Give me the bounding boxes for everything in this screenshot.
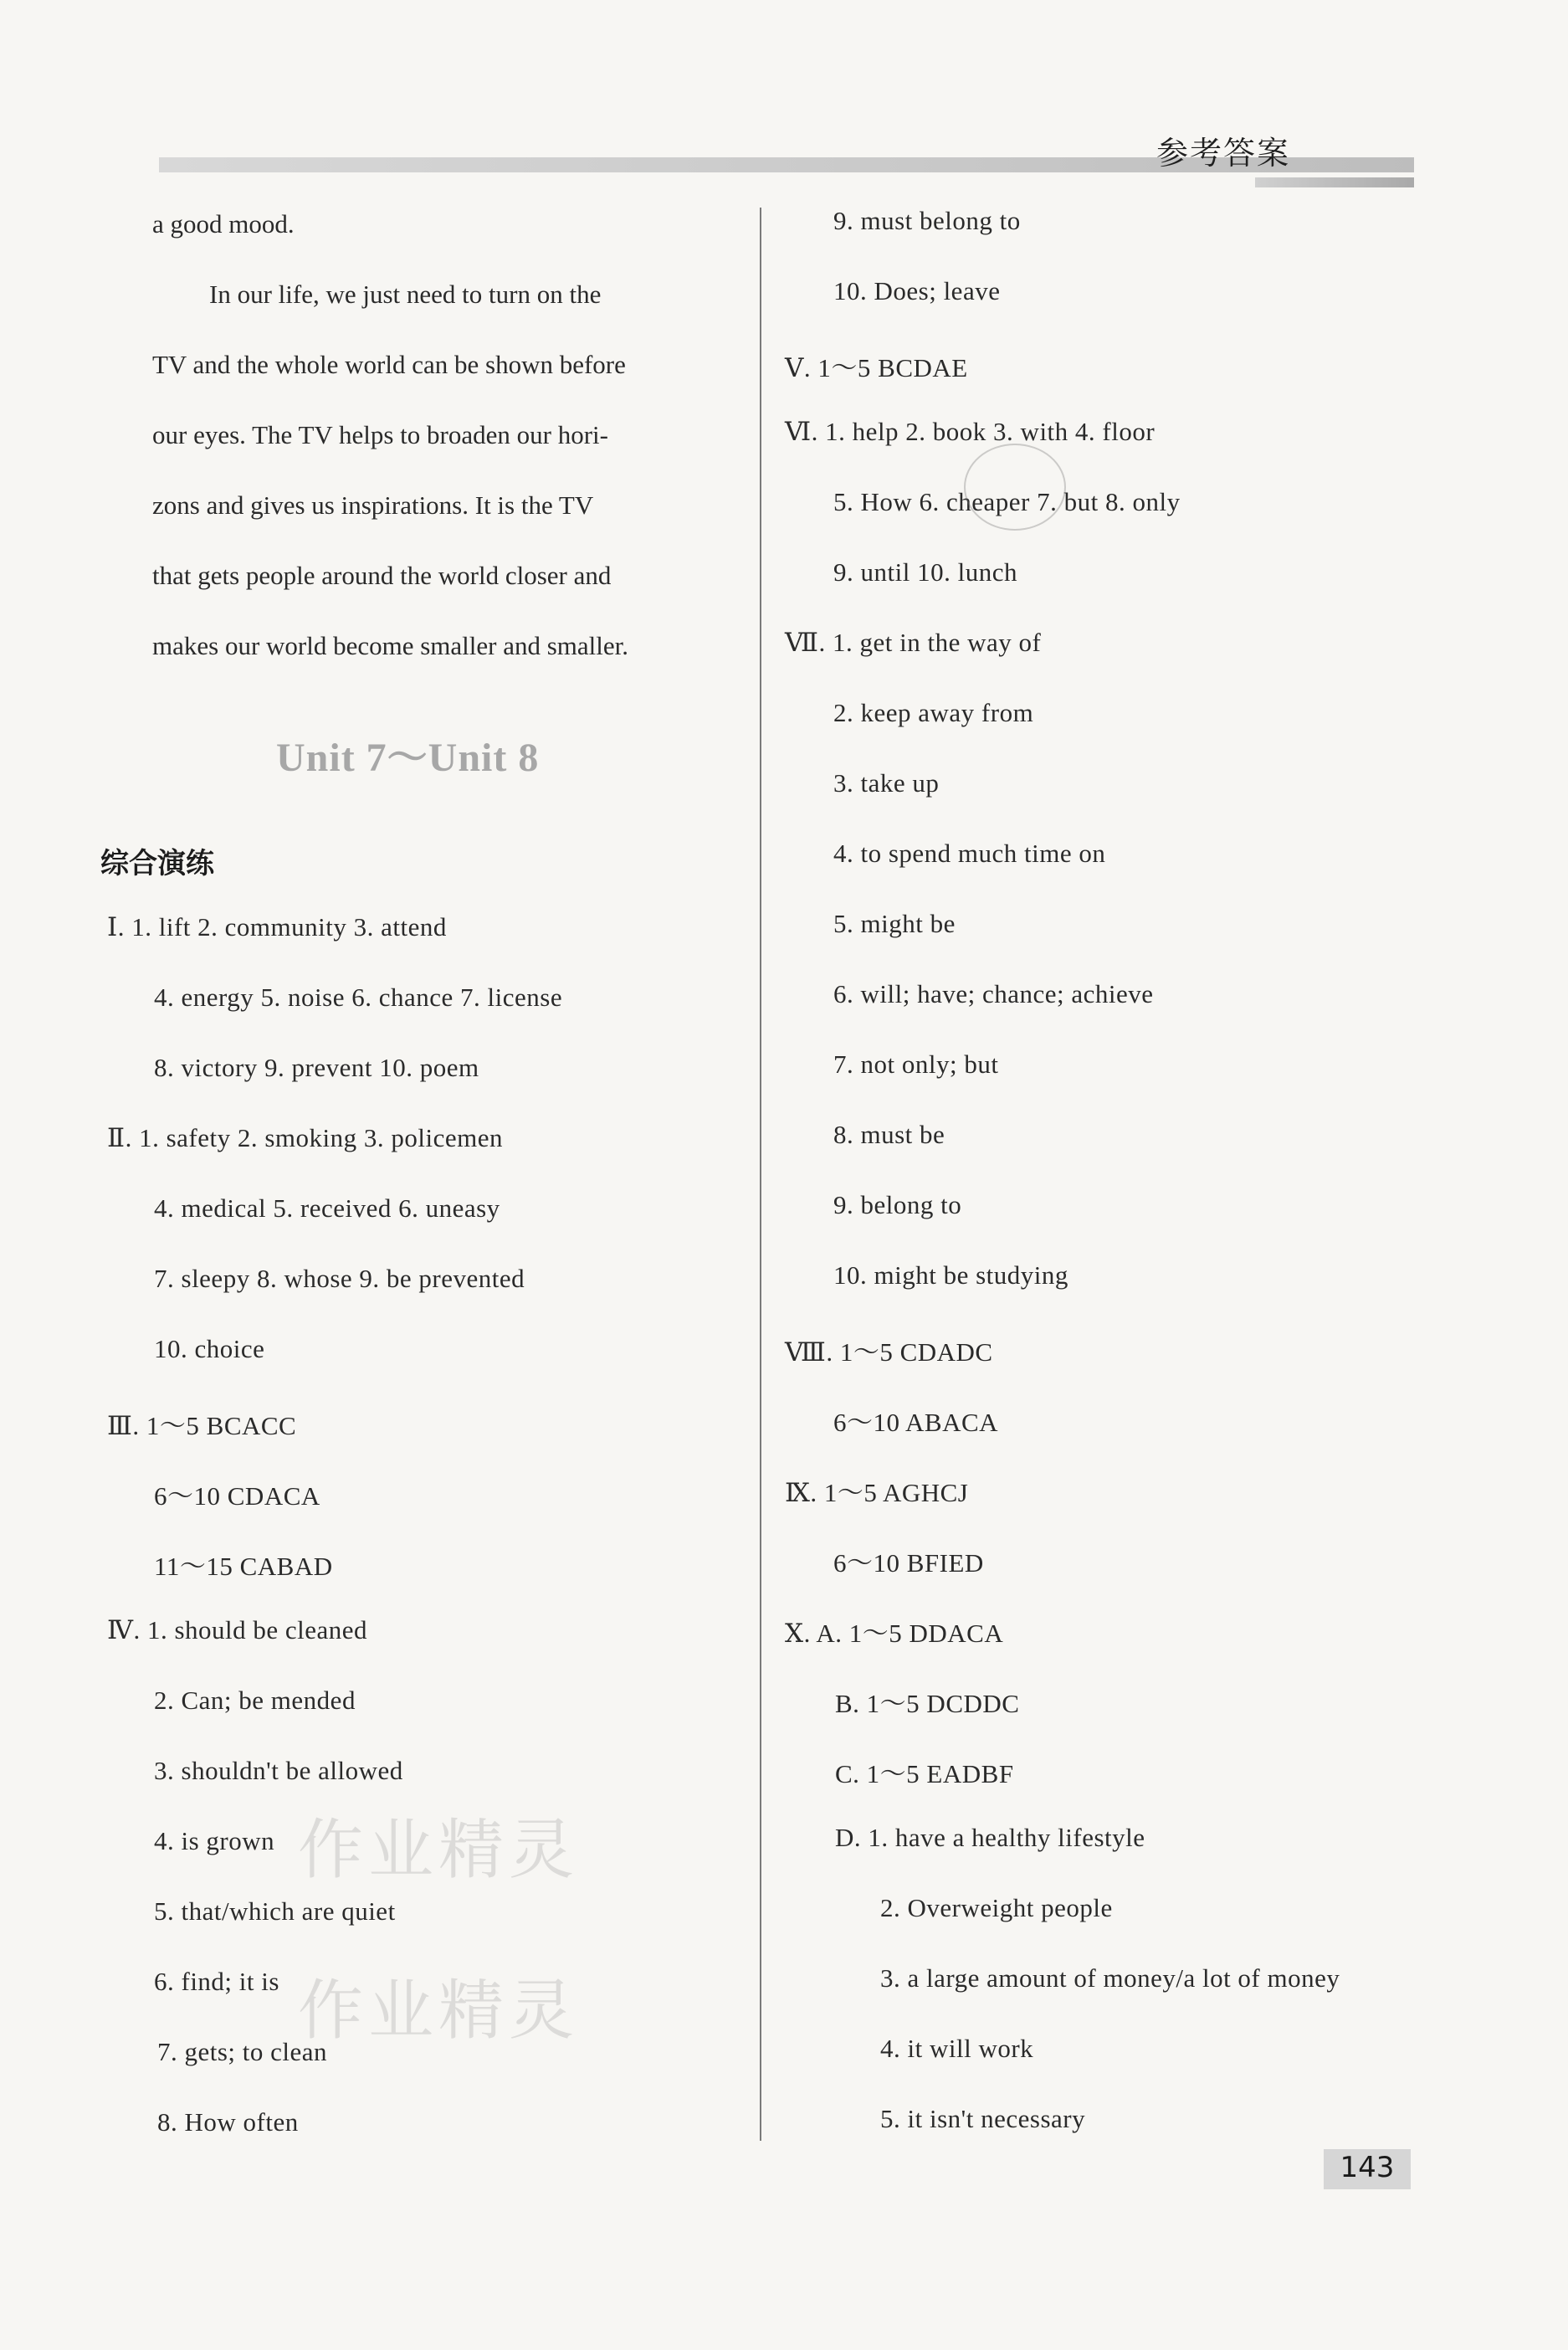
unit-title: Unit 7～Unit 8 <box>276 736 540 780</box>
paragraph-line: that gets people around the world closer and <box>152 561 612 590</box>
answer-line: Ⅶ. 1. get in the way of <box>785 628 1042 657</box>
paragraph-line: zons and gives us inspirations. It is the TV <box>152 490 594 520</box>
answer-line: 7. sleepy 8. whose 9. be prevented <box>154 1264 525 1293</box>
answer-line: B. 1～5 DCDDC <box>835 1689 1020 1718</box>
answer-line: Ⅰ. 1. lift 2. community 3. attend <box>107 912 447 942</box>
answer-line: 5. How 6. cheaper 7. but 8. only <box>833 487 1181 516</box>
answer-line: 6～10 ABACA <box>833 1408 999 1437</box>
essay-paragraph <box>152 189 726 681</box>
answer-line: Ⅲ. 1～5 BCACC <box>107 1411 297 1440</box>
paragraph-line: our eyes. The TV helps to broaden our hori- <box>152 420 608 449</box>
answer-line: 2. Can; be mended <box>154 1686 356 1715</box>
answer-line: 5. that/which are quiet <box>154 1896 396 1926</box>
answer-line: 6. find; it is <box>154 1967 279 1996</box>
page-header-title: 参考答案 <box>1156 135 1291 172</box>
answer-line: Ⅹ. A. 1～5 DDACA <box>785 1619 1004 1648</box>
paragraph-line: a good mood. <box>152 209 295 239</box>
answer-line: Ⅸ. 1～5 AGHCJ <box>785 1478 969 1507</box>
answer-line: 6～10 BFIED <box>833 1548 984 1578</box>
answer-line: 3. take up <box>833 768 940 798</box>
section-title: 综合演练 <box>100 847 214 880</box>
answer-line: 9. until 10. lunch <box>833 557 1017 587</box>
answer-line: 4. to spend much time on <box>833 839 1106 868</box>
answer-line: 4. is grown <box>154 1826 275 1855</box>
answer-line: 10. Does; leave <box>833 276 1001 305</box>
answer-line: 6. will; have; chance; achieve <box>833 979 1154 1008</box>
answer-line: 5. might be <box>833 909 956 938</box>
answer-line: C. 1～5 EADBF <box>835 1759 1014 1788</box>
watermark-stamp <box>964 444 1066 531</box>
answer-line: 5. it isn't necessary <box>880 2104 1086 2133</box>
answer-line: 6～10 CDACA <box>154 1481 320 1511</box>
answer-line: 4. energy 5. noise 6. chance 7. license <box>154 983 563 1012</box>
column-divider <box>760 208 761 2141</box>
answer-line: 3. shouldn't be allowed <box>154 1756 403 1785</box>
watermark: 作业精灵 <box>298 1813 580 1888</box>
paragraph-line: makes our world become smaller and smaller. <box>152 631 629 660</box>
answer-line: 8. must be <box>833 1120 945 1149</box>
answer-line: 10. choice <box>154 1334 265 1363</box>
answer-line: Ⅴ. 1～5 BCDAE <box>785 353 968 382</box>
answer-line: 4. medical 5. received 6. uneasy <box>154 1193 500 1223</box>
answer-line: 2. keep away from <box>833 698 1034 727</box>
answer-line: Ⅷ. 1～5 CDADC <box>785 1337 993 1367</box>
paragraph-line: In our life, we just need to turn on the <box>209 280 602 309</box>
answer-line: 9. must belong to <box>833 206 1021 235</box>
answer-line: 7. gets; to clean <box>157 2037 328 2066</box>
answer-line: 10. might be studying <box>833 1260 1068 1290</box>
answer-line: 2. Overweight people <box>880 1893 1113 1922</box>
answer-line: 8. How often <box>157 2107 299 2137</box>
answer-line: D. 1. have a healthy lifestyle <box>835 1823 1145 1852</box>
page-number: 143 <box>1340 2151 1395 2184</box>
paragraph-line: TV and the whole world can be shown before <box>152 350 626 379</box>
answer-line: 3. a large amount of money/a lot of money <box>880 1963 1340 1993</box>
answer-line: 9. belong to <box>833 1190 962 1219</box>
answer-line: 8. victory 9. prevent 10. poem <box>154 1053 479 1082</box>
header-band-accent <box>1255 177 1414 187</box>
answer-line: 4. it will work <box>880 2034 1034 2063</box>
answer-line: 7. not only; but <box>833 1049 999 1079</box>
answer-line: Ⅵ. 1. help 2. book 3. with 4. floor <box>785 417 1156 446</box>
answer-line: 11～15 CABAD <box>154 1552 333 1581</box>
answer-line: Ⅱ. 1. safety 2. smoking 3. policemen <box>107 1123 503 1152</box>
answer-line: Ⅳ. 1. should be cleaned <box>107 1615 368 1644</box>
watermark: 作业精灵 <box>298 1973 580 2049</box>
